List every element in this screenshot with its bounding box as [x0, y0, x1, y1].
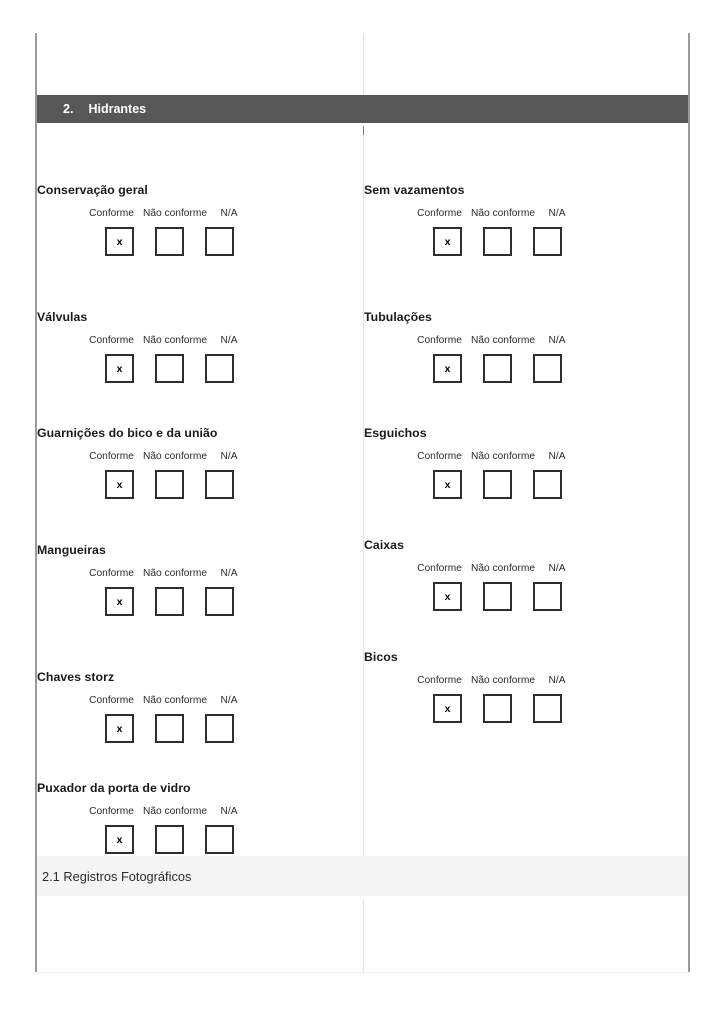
option-label-nao-conforme: Não conforme — [143, 208, 207, 219]
option-checkbox-row — [37, 714, 363, 743]
option-label-na: N/A — [220, 695, 238, 706]
inspection-item-title: Válvulas — [37, 310, 88, 324]
inspection-item — [37, 310, 363, 383]
checkbox-gap — [512, 354, 533, 383]
checkbox-gap — [184, 227, 205, 256]
checkbox-gap — [134, 470, 155, 499]
option-label-na: N/A — [548, 335, 566, 346]
checkbox-nao-conforme[interactable] — [155, 354, 184, 383]
option-labels-row — [364, 451, 690, 463]
option-checkbox-row — [364, 354, 690, 383]
checkbox-na[interactable] — [533, 470, 562, 499]
option-labels-row — [37, 806, 363, 818]
section-header-bar — [37, 95, 688, 123]
option-labels-row — [37, 335, 363, 347]
column-divider-tick — [363, 126, 364, 135]
inspection-item-title: Puxador da porta de vidro — [37, 781, 191, 795]
inspection-item-title: Bicos — [364, 650, 398, 664]
inspection-item-title: Sem vazamentos — [364, 183, 465, 197]
inspection-item-title: Caixas — [364, 538, 404, 552]
inspection-item — [37, 781, 363, 854]
column-divider-bottom — [363, 900, 364, 973]
checkbox-conforme[interactable]: x — [433, 694, 462, 723]
checkbox-gap — [462, 470, 483, 499]
option-label-conforme: Conforme — [417, 451, 462, 462]
checkbox-nao-conforme[interactable] — [483, 227, 512, 256]
option-label-na: N/A — [548, 675, 566, 686]
checkbox-na[interactable] — [205, 354, 234, 383]
checkbox-na[interactable] — [533, 582, 562, 611]
option-label-nao-conforme: Não conforme — [471, 451, 535, 462]
section-title: Hidrantes — [88, 102, 147, 116]
option-label-nao-conforme: Não conforme — [143, 451, 207, 462]
checkbox-nao-conforme[interactable] — [483, 354, 512, 383]
checkbox-gap — [134, 714, 155, 743]
option-label-nao-conforme: Não conforme — [143, 335, 207, 346]
checkbox-gap — [512, 227, 533, 256]
option-labels-row — [37, 568, 363, 580]
option-label-na: N/A — [548, 208, 566, 219]
checkbox-conforme[interactable]: x — [105, 587, 134, 616]
option-labels-row — [364, 335, 690, 347]
checkbox-na[interactable] — [205, 714, 234, 743]
inspection-item-title: Tubulações — [364, 310, 432, 324]
checkbox-nao-conforme[interactable] — [483, 582, 512, 611]
option-checkbox-row — [364, 470, 690, 499]
checkbox-na[interactable] — [205, 470, 234, 499]
option-checkbox-row — [37, 825, 363, 854]
checkbox-gap — [462, 354, 483, 383]
checkbox-conforme[interactable]: x — [105, 227, 134, 256]
option-labels-row — [37, 451, 363, 463]
inspection-item — [364, 538, 690, 611]
checkbox-nao-conforme[interactable] — [155, 714, 184, 743]
checkbox-gap — [462, 582, 483, 611]
checkbox-nao-conforme[interactable] — [483, 470, 512, 499]
checkbox-gap — [184, 714, 205, 743]
option-label-na: N/A — [220, 451, 238, 462]
inspection-item-title: Conservação geral — [37, 183, 148, 197]
option-label-conforme: Conforme — [417, 208, 462, 219]
checkbox-na[interactable] — [533, 354, 562, 383]
checkbox-conforme[interactable]: x — [433, 470, 462, 499]
checkbox-conforme[interactable]: x — [105, 354, 134, 383]
checkbox-na[interactable] — [205, 227, 234, 256]
checkbox-gap — [184, 354, 205, 383]
checkbox-na[interactable] — [533, 694, 562, 723]
checkbox-conforme[interactable]: x — [105, 714, 134, 743]
page-bottom-hairline — [35, 972, 690, 973]
checkbox-gap — [462, 227, 483, 256]
option-label-conforme: Conforme — [89, 451, 134, 462]
checkbox-gap — [184, 587, 205, 616]
column-divider-top — [363, 33, 364, 100]
option-label-na: N/A — [220, 568, 238, 579]
checkbox-gap — [462, 694, 483, 723]
option-label-nao-conforme: Não conforme — [471, 563, 535, 574]
option-label-na: N/A — [220, 335, 238, 346]
option-labels-row — [37, 695, 363, 707]
option-label-nao-conforme: Não conforme — [143, 695, 207, 706]
checkbox-nao-conforme[interactable] — [483, 694, 512, 723]
inspection-item — [37, 426, 363, 499]
option-label-na: N/A — [548, 451, 566, 462]
option-label-nao-conforme: Não conforme — [143, 568, 207, 579]
checkbox-gap — [134, 354, 155, 383]
inspection-item — [364, 310, 690, 383]
option-label-conforme: Conforme — [89, 695, 134, 706]
checkbox-conforme[interactable]: x — [105, 470, 134, 499]
inspection-item — [364, 183, 690, 256]
option-labels-row — [37, 208, 363, 220]
option-labels-row — [364, 675, 690, 687]
option-label-nao-conforme: Não conforme — [471, 208, 535, 219]
checkbox-na[interactable] — [533, 227, 562, 256]
option-label-conforme: Conforme — [417, 563, 462, 574]
checkbox-conforme[interactable]: x — [433, 354, 462, 383]
checkbox-gap — [134, 227, 155, 256]
option-label-nao-conforme: Não conforme — [471, 335, 535, 346]
checkbox-na[interactable] — [205, 587, 234, 616]
option-label-conforme: Conforme — [89, 806, 134, 817]
inspection-item-title: Guarnições do bico e da união — [37, 426, 218, 440]
checkbox-conforme[interactable]: x — [433, 227, 462, 256]
subsection-label: 2.1 Registros Fotográficos — [42, 868, 192, 884]
option-label-nao-conforme: Não conforme — [471, 675, 535, 686]
subsection-bar — [37, 856, 688, 896]
checkbox-conforme[interactable]: x — [105, 825, 134, 854]
checkbox-nao-conforme[interactable] — [155, 587, 184, 616]
inspection-item-title: Chaves storz — [37, 670, 115, 684]
option-checkbox-row — [364, 582, 690, 611]
checkbox-na[interactable] — [205, 825, 234, 854]
option-checkbox-row — [37, 354, 363, 383]
option-checkbox-row — [37, 227, 363, 256]
option-label-nao-conforme: Não conforme — [143, 806, 207, 817]
checkbox-nao-conforme[interactable] — [155, 470, 184, 499]
checkbox-gap — [134, 825, 155, 854]
inspection-item-title: Esguichos — [364, 426, 427, 440]
checkbox-gap — [512, 582, 533, 611]
option-checkbox-row — [37, 470, 363, 499]
inspection-item — [364, 426, 690, 499]
option-label-conforme: Conforme — [417, 335, 462, 346]
checkbox-conforme[interactable]: x — [433, 582, 462, 611]
inspection-item — [37, 670, 363, 743]
option-label-na: N/A — [220, 208, 238, 219]
option-label-conforme: Conforme — [89, 335, 134, 346]
inspection-item — [37, 543, 363, 616]
document-page — [35, 33, 690, 973]
checkbox-nao-conforme[interactable] — [155, 227, 184, 256]
option-label-conforme: Conforme — [89, 568, 134, 579]
checkbox-gap — [512, 470, 533, 499]
option-label-conforme: Conforme — [417, 675, 462, 686]
option-checkbox-row — [364, 694, 690, 723]
checkbox-gap — [134, 587, 155, 616]
option-label-na: N/A — [220, 806, 238, 817]
checkbox-gap — [184, 825, 205, 854]
checkbox-nao-conforme[interactable] — [155, 825, 184, 854]
inspection-item-title: Mangueiras — [37, 543, 106, 557]
option-label-na: N/A — [548, 563, 566, 574]
section-number: 2. — [63, 102, 74, 116]
checkbox-gap — [184, 470, 205, 499]
option-checkbox-row — [37, 587, 363, 616]
option-label-conforme: Conforme — [89, 208, 134, 219]
option-labels-row — [364, 563, 690, 575]
option-labels-row — [364, 208, 690, 220]
inspection-item — [37, 183, 363, 256]
checkbox-gap — [512, 694, 533, 723]
inspection-item — [364, 650, 690, 723]
option-checkbox-row — [364, 227, 690, 256]
